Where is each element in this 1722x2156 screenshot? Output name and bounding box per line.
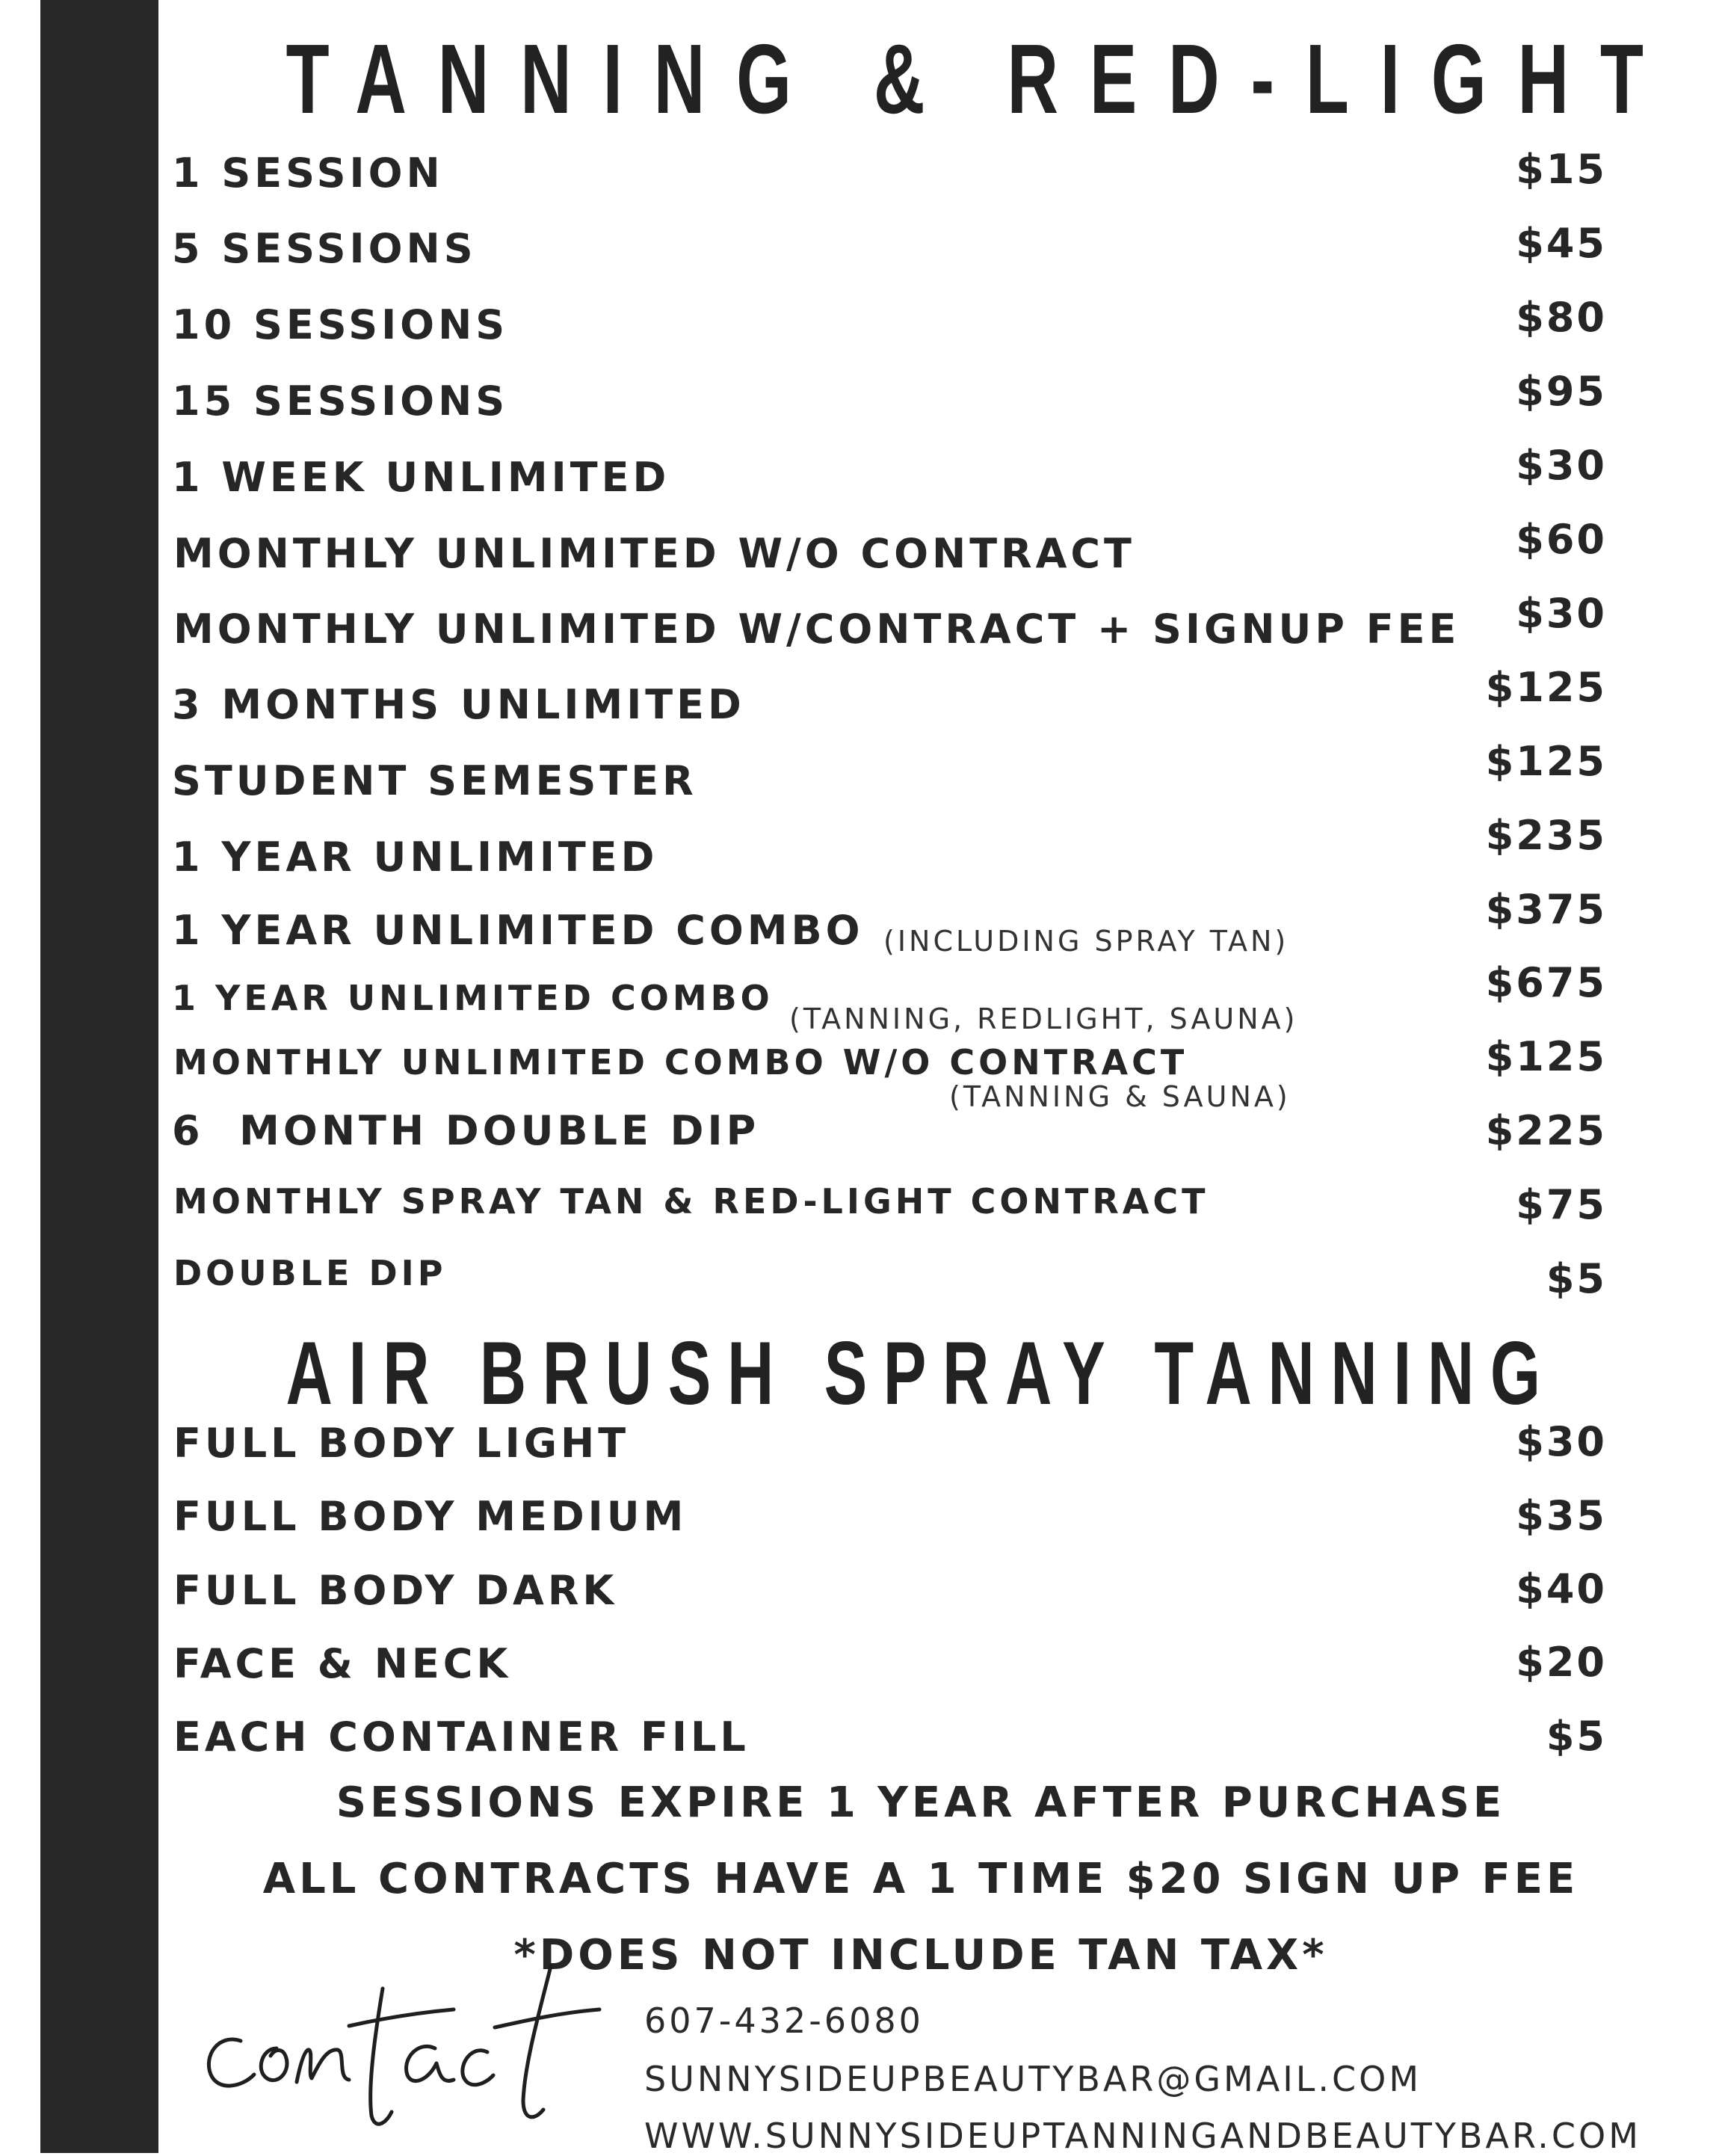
menu-item-label: FULL BODY DARK	[173, 1567, 618, 1614]
menu-item-label: FULL BODY LIGHT	[173, 1420, 630, 1467]
menu-item-price: $125	[1485, 1033, 1607, 1080]
menu-item-note: (INCLUDING SPRAY TAN)	[883, 925, 1289, 958]
menu-item-label: 1 YEAR UNLIMITED COMBO	[172, 907, 864, 954]
menu-item-price: $125	[1485, 738, 1607, 785]
tan-tax-note: *DOES NOT INCLUDE TAN TAX*	[513, 1931, 1328, 1980]
menu-item-label: 3 MONTHS UNLIMITED	[172, 681, 745, 728]
menu-item-price: $125	[1485, 664, 1607, 711]
menu-item-price: $20	[1516, 1639, 1607, 1686]
sidebar-bar	[40, 0, 158, 2153]
menu-item-label: 1 YEAR UNLIMITED COMBO	[172, 978, 774, 1018]
menu-item-price: $5	[1546, 1713, 1607, 1760]
menu-item-price: $375	[1485, 886, 1607, 933]
contact-email[interactable]: SUNNYSIDEUPBEAUTYBAR@GMAIL.COM	[644, 2059, 1422, 2099]
menu-item-price: $15	[1516, 146, 1607, 193]
menu-item-price: $95	[1516, 368, 1607, 415]
menu-item-label: DOUBLE DIP	[173, 1253, 447, 1293]
menu-item-price: $235	[1485, 812, 1607, 859]
menu-item-label: 6 MONTH DOUBLE DIP	[172, 1107, 760, 1154]
menu-item-price: $30	[1516, 442, 1607, 489]
menu-item-label: MONTHLY UNLIMITED W/O CONTRACT	[173, 530, 1135, 577]
menu-item-label: EACH CONTAINER FILL	[173, 1713, 750, 1761]
menu-item-note: (TANNING & SAUNA)	[949, 1080, 1291, 1113]
contact-script-logo	[196, 1944, 622, 2138]
menu-item-price: $75	[1516, 1181, 1607, 1228]
menu-item-price: $80	[1516, 294, 1607, 341]
menu-item-label: MONTHLY UNLIMITED COMBO W/O CONTRACT	[173, 1042, 1188, 1082]
menu-item-price: $35	[1516, 1492, 1607, 1539]
expiry-note: SESSIONS EXPIRE 1 YEAR AFTER PURCHASE	[336, 1778, 1506, 1827]
menu-item-label: STUDENT SEMESTER	[172, 757, 697, 804]
tanning-heading: TANNING & RED-LIGHT	[286, 24, 1675, 134]
menu-item-price: $5	[1546, 1255, 1607, 1302]
contact-phone[interactable]: 607-432-6080	[644, 2001, 924, 2041]
menu-item-note: (TANNING, REDLIGHT, SAUNA)	[789, 1002, 1298, 1035]
menu-item-label: MONTHLY SPRAY TAN & RED-LIGHT CONTRACT	[173, 1181, 1209, 1222]
menu-item-price: $45	[1516, 220, 1607, 267]
menu-item-label: 10 SESSIONS	[172, 301, 509, 348]
menu-item-label: 5 SESSIONS	[172, 225, 477, 272]
menu-item-price: $60	[1516, 516, 1607, 563]
signup-fee-note: ALL CONTRACTS HAVE A 1 TIME $20 SIGN UP FEE	[262, 1855, 1579, 1903]
menu-item-label: FULL BODY MEDIUM	[173, 1493, 688, 1540]
menu-item-label: 15 SESSIONS	[172, 378, 509, 425]
menu-item-label: FACE & NECK	[173, 1640, 512, 1687]
spray-tanning-heading: AIR BRUSH SPRAY TANNING	[286, 1323, 1557, 1423]
menu-item-label: 1 WEEK UNLIMITED	[172, 454, 670, 501]
menu-item-price: $675	[1485, 959, 1607, 1006]
menu-item-label: 1 SESSION	[172, 150, 444, 197]
menu-item-price: $30	[1516, 1418, 1607, 1465]
menu-item-label: MONTHLY UNLIMITED W/CONTRACT + SIGNUP FEE	[173, 606, 1460, 653]
menu-item-price: $40	[1516, 1565, 1607, 1613]
menu-item-price: $30	[1516, 590, 1607, 637]
contact-website[interactable]: WWW.SUNNYSIDEUPTANNINGANDBEAUTYBAR.COM	[644, 2116, 1641, 2156]
menu-item-label: 1 YEAR UNLIMITED	[172, 834, 658, 881]
menu-item-price: $225	[1485, 1107, 1607, 1154]
